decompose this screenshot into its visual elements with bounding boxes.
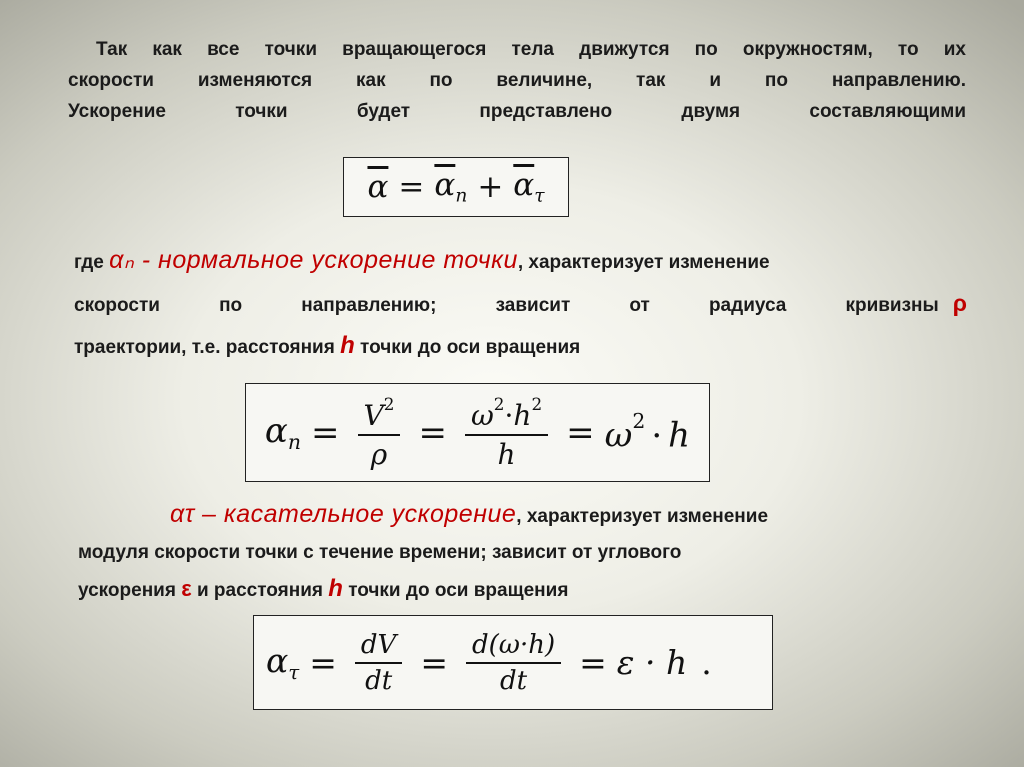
intro-line-2: скорости изменяются как по величине, так и по направлению. xyxy=(68,70,966,91)
tangential-acceleration-symbol: $\overline{\alpha}_\tau$ xyxy=(513,167,545,207)
tangential-line-3: ускорения ε и расстояния h точки до оси вращения xyxy=(78,575,569,602)
normal-acceleration-term: αₙ - нормальное ускорение точки xyxy=(109,246,518,274)
intro-line-3: Ускорение точки будет представлено двумя составляющими xyxy=(68,101,966,122)
tangential-acceleration-term: ατ – касательное ускорение xyxy=(170,500,517,528)
normal-acceleration-symbol: $\overline{\alpha}_n$ xyxy=(434,167,468,207)
epsilon-times-h: ε · h xyxy=(616,643,688,682)
normal-line-2: скорости по направлению; зависит от радиуса кривизны ρ xyxy=(74,283,967,326)
normal-line-1: где αₙ - нормальное ускорение точки, характеризует изменение xyxy=(74,246,770,274)
tangential-line-1: ατ – касательное ускорение, характеризует изменение xyxy=(170,500,769,528)
normal-acceleration-paragraph xyxy=(74,240,967,368)
formula-tangential-acceleration: $\alpha_\tau$ = $\frac{dV}{dt}$ = $\frac{d(\omega\cdot h)}{dt}$ = ε · h . xyxy=(253,615,773,710)
intro-line-1: Так как все точки вращающегося тела движутся по окружностям, то их xyxy=(96,39,966,60)
tangential-line-2: модуля скорости точки с течение времени; зависит от углового xyxy=(78,542,682,563)
total-acceleration-symbol: $\overline{\alpha}$ xyxy=(367,169,389,205)
normal-line-3: траектории, т.е. расстояния h точки до оси вращения xyxy=(74,332,581,359)
dv-dt-fraction: $\frac{dV}{dt}$ xyxy=(355,630,402,696)
rho-symbol: ρ xyxy=(952,290,967,316)
tangential-acceleration-paragraph xyxy=(78,496,908,609)
velocity-over-radius-fraction: $\frac{V^2}{\rho}$ xyxy=(358,394,401,471)
distance-h-symbol: h xyxy=(340,332,355,359)
equals-sign: = xyxy=(398,169,425,205)
intro-paragraph xyxy=(68,34,966,127)
formula-normal-acceleration: $\alpha_n$ = $\frac{V^2}{\rho}$ = $\frac{\omega^2\cdot h^2}{h}$ = $\omega^2 \cdot h$ xyxy=(245,383,710,482)
plus-sign: + xyxy=(477,169,504,205)
distance-h-symbol-2: h xyxy=(328,575,343,602)
omega-squared-h: $\omega^2 \cdot h$ xyxy=(604,409,691,456)
epsilon-symbol: ε xyxy=(181,576,192,601)
tangential-acceleration-lhs: $\alpha_\tau$ xyxy=(266,641,300,684)
d-omega-h-dt-fraction: $\frac{d(\omega\cdot h)}{dt}$ xyxy=(466,630,561,696)
formula-total-acceleration xyxy=(343,157,569,217)
normal-acceleration-lhs: $\alpha_n$ xyxy=(264,410,302,455)
omega-h-fraction: $\frac{\omega^2\cdot h^2}{h}$ xyxy=(465,394,548,471)
formula-period: . xyxy=(701,643,712,682)
